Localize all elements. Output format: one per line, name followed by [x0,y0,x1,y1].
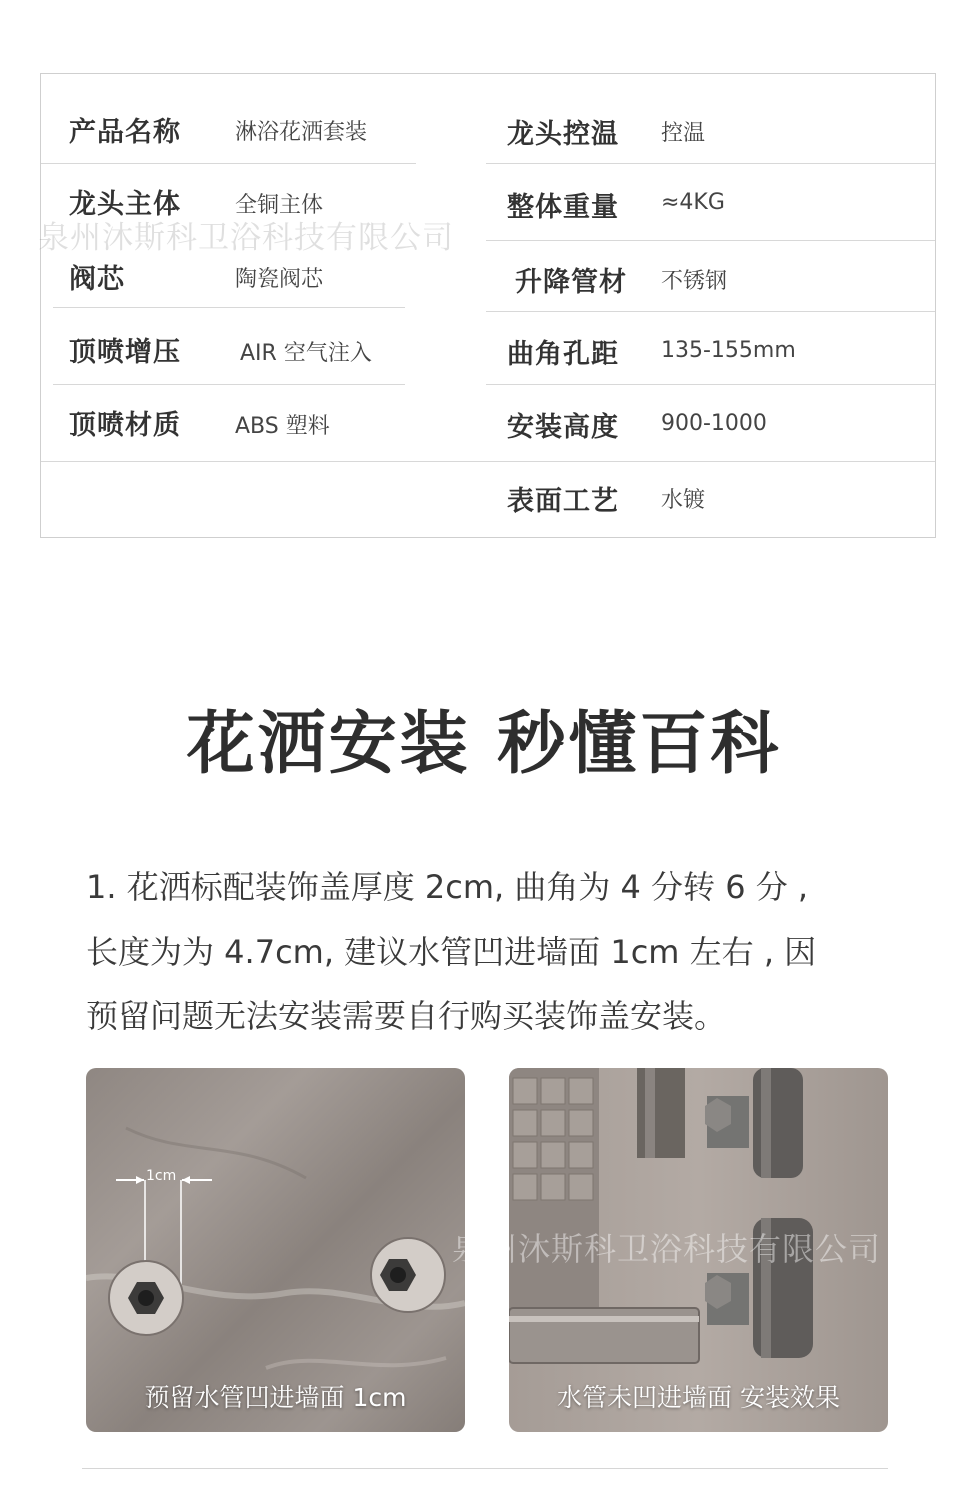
spec-key: 阀芯 [69,264,125,295]
spec-key: 曲角孔距 [507,339,619,370]
spec-key: 产品名称 [69,117,181,148]
spec-value: 陶瓷阀芯 [235,267,324,292]
row-divider [486,384,935,385]
recessed-pipe-photo [86,1068,465,1432]
spec-key: 升降管材 [515,267,627,298]
bottom-divider [82,1468,888,1469]
row-divider [486,311,935,312]
instruction-line: 1. 花洒标配装饰盖厚度 2cm, 曲角为 4 分转 6 分 , [86,868,809,906]
spec-value: 不锈钢 [661,269,728,294]
photo-caption: 预留水管凹进墙面 1cm [144,1383,407,1412]
spec-value: AIR 空气注入 [240,341,372,366]
spec-value: 淋浴花洒套装 [235,120,368,145]
row-divider [486,240,935,241]
spec-key: 表面工艺 [507,486,619,517]
spec-value: 控温 [661,121,706,146]
section-title: 花洒安装 秒懂百科 [186,705,782,784]
instruction-line: 预留问题无法安装需要自行购买装饰盖安装。 [86,997,727,1035]
spec-value: ABS 塑料 [235,414,330,439]
watermark: 泉州沐斯科卫浴科技有限公司 [38,220,454,256]
row-divider [486,163,935,164]
spec-value: 全铜主体 [235,193,324,218]
spec-value: ≈4KG [661,190,725,215]
spec-key: 龙头控温 [507,119,619,150]
spec-value: 水镀 [661,488,706,513]
measure-label: 1cm [146,1168,177,1184]
installation-effect-photo [509,1068,888,1432]
spec-value: 900-1000 [661,411,767,436]
watermark: 泉州沐斯科卫浴科技有限公司 [452,1230,882,1268]
photo-caption: 水管未凹进墙面 安装效果 [557,1383,840,1412]
spec-key: 顶喷材质 [69,410,181,441]
spec-key: 顶喷增压 [69,337,181,368]
spec-key: 安装高度 [507,412,619,443]
row-divider [41,461,935,462]
instruction-line: 长度为为 4.7cm, 建议水管凹进墙面 1cm 左右 , 因 [86,933,817,971]
row-divider [41,163,416,164]
row-divider [53,384,405,385]
spec-table [40,73,936,538]
spec-key: 龙头主体 [69,189,181,220]
row-divider [53,307,405,308]
spec-key: 整体重量 [507,192,619,223]
spec-value: 135-155mm [661,338,796,363]
